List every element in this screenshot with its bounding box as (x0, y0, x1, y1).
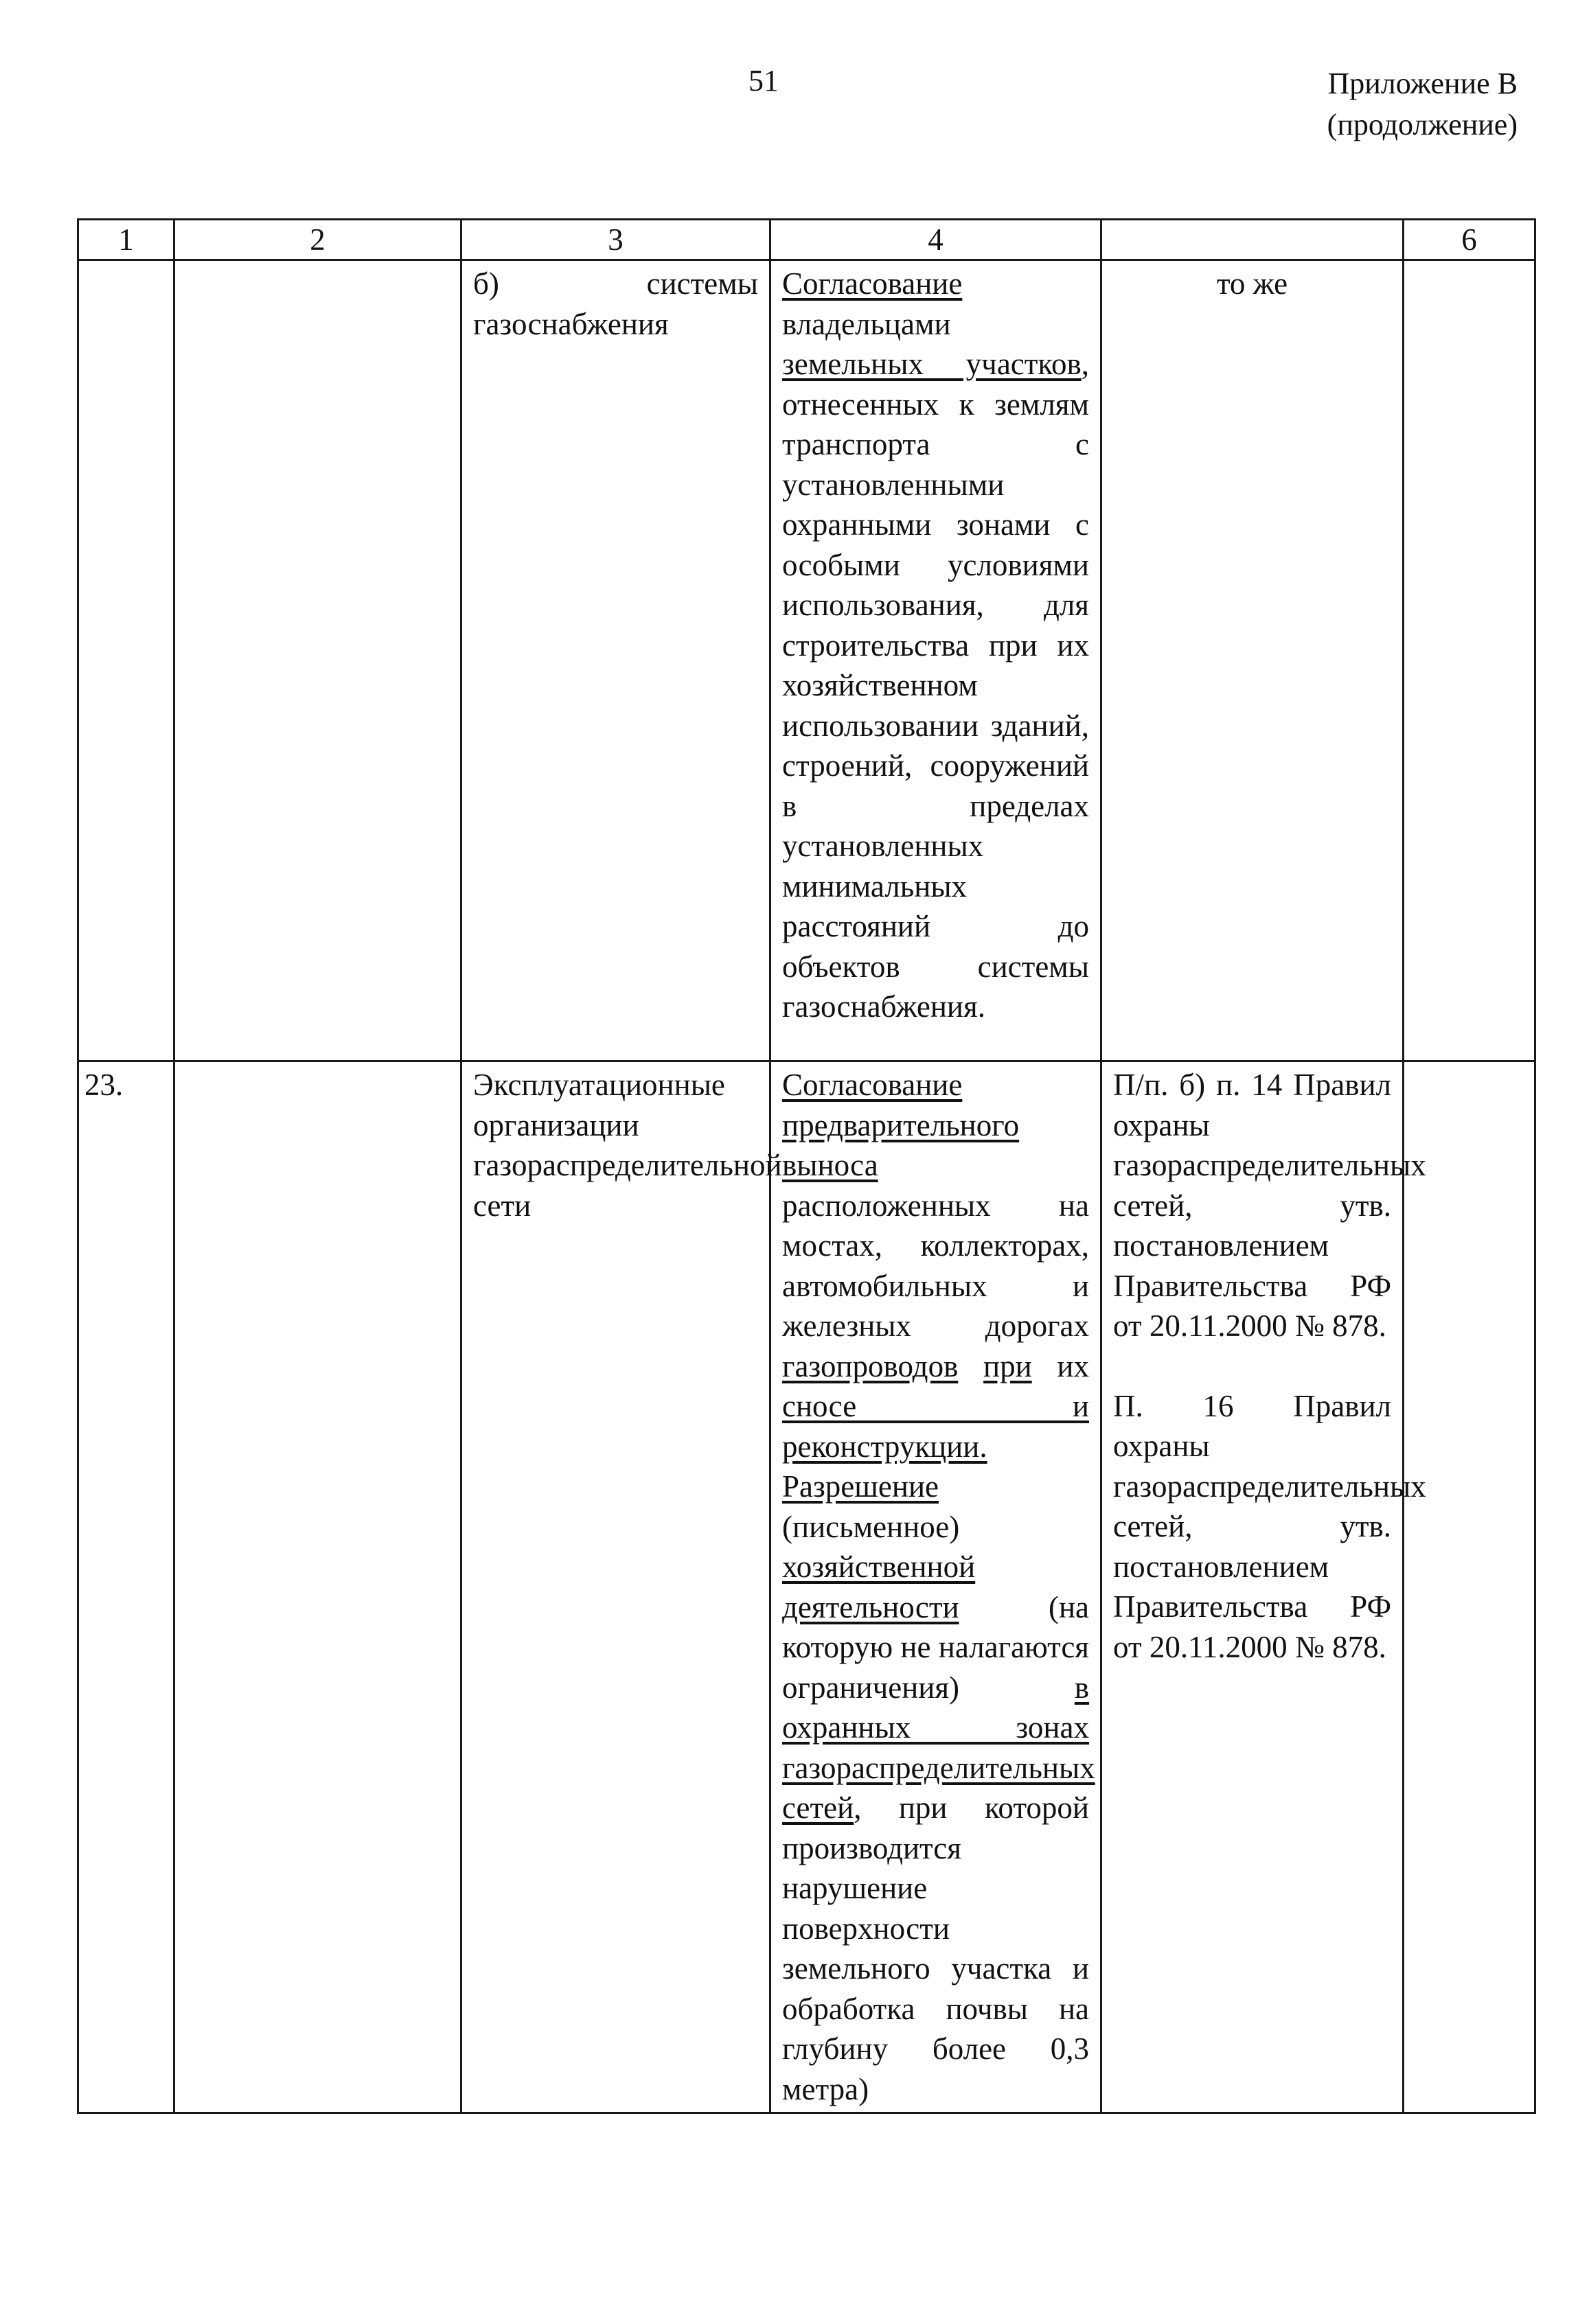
requirement-underlined-text: при (983, 1348, 1032, 1383)
row-number-cell: 23. (78, 1061, 174, 2113)
appendix-continuation: (продолжение) (1327, 108, 1518, 141)
requirement-underlined-text: Разрешение (782, 1469, 939, 1504)
column-number-3: 3 (461, 220, 770, 260)
appendix-heading (1160, 63, 1518, 146)
requirement-paragraph (782, 1065, 1089, 1466)
page-number: 51 (748, 64, 779, 97)
requirement-underlined-text: земельных участков (782, 347, 1082, 381)
requirement-underlined-text: хозяйственной деятельности (782, 1550, 976, 1624)
column-number-row (78, 220, 1535, 260)
requirement-text: , при которой производится нарушение поверхности земельного участка и обработка почвы на глубину более 0,3 метра) (782, 1791, 1089, 2106)
legal-basis-cell (1101, 1061, 1426, 2113)
requirement-text: владельцами (782, 306, 951, 341)
requirement-underlined-text: в охранных зонах газораспределительных сетей (782, 1670, 1095, 1825)
requirement-text: (письменное) (782, 1509, 960, 1544)
column-number-4: 4 (770, 220, 1101, 260)
requirement-text: , отнесенных к землям транспорта с установленными охранными зонами с особыми условиями использования, для строительства при их хозяйственном использовании зданий, строений, сооружений в пределах установленных минимальных расстояний до объектов системы газоснабжения. (782, 347, 1089, 1024)
requirement-paragraph (782, 1466, 1095, 2109)
table-row (78, 260, 1535, 1061)
legal-basis-cell: то же (1101, 260, 1404, 1061)
requirement-underlined-text: Согласование (782, 266, 963, 301)
requirement-underlined-text: газопроводов (782, 1348, 959, 1383)
requirement-text: (на которую не налагаются ограничения) (782, 1589, 1089, 1705)
organization-cell: Эксплуатационные организации газораспределительной сети (461, 1061, 770, 2113)
column-number-2: 2 (174, 220, 461, 260)
table-row (78, 1061, 1535, 2113)
cell-col2 (174, 1061, 461, 2113)
requirement-text: расположенных на мостах, коллекторах, автомобильных и железных дорогах (782, 1188, 1089, 1343)
row-number-cell (78, 260, 174, 1061)
system-name-cell: б) системы газоснабжения (461, 260, 770, 1061)
column-number-6: 6 (1404, 220, 1535, 260)
legal-basis-paragraph: П/п. б) п. 14 Правил охраны газораспределительных сетей, утв. постановлением Правительства РФ от 20.11.2000 № 878. (1113, 1068, 1426, 1343)
requirement-underlined-text: Согласование предварительного выноса (782, 1068, 1020, 1182)
paragraph-spacer (1113, 1346, 1391, 1386)
requirement-cell (770, 260, 1101, 1061)
legal-basis-paragraph: П. 16 Правил охраны газораспределительных сетей, утв. постановлением Правительства РФ от 20.11.2000 № 878. (1113, 1388, 1426, 1664)
requirement-text: их (1031, 1348, 1089, 1383)
column-number-5 (1101, 220, 1404, 260)
cell-col6 (1404, 260, 1535, 1061)
column-number-1: 1 (78, 220, 174, 260)
requirements-table (77, 218, 1536, 2114)
requirement-cell (770, 1061, 1101, 2113)
requirement-text (958, 1349, 983, 1383)
cell-col2 (174, 260, 461, 1061)
appendix-title: Приложение В (1327, 67, 1518, 100)
cell-col6 (1404, 1061, 1535, 2113)
requirement-underlined-text: сносе и реконструкции. (782, 1389, 1089, 1464)
